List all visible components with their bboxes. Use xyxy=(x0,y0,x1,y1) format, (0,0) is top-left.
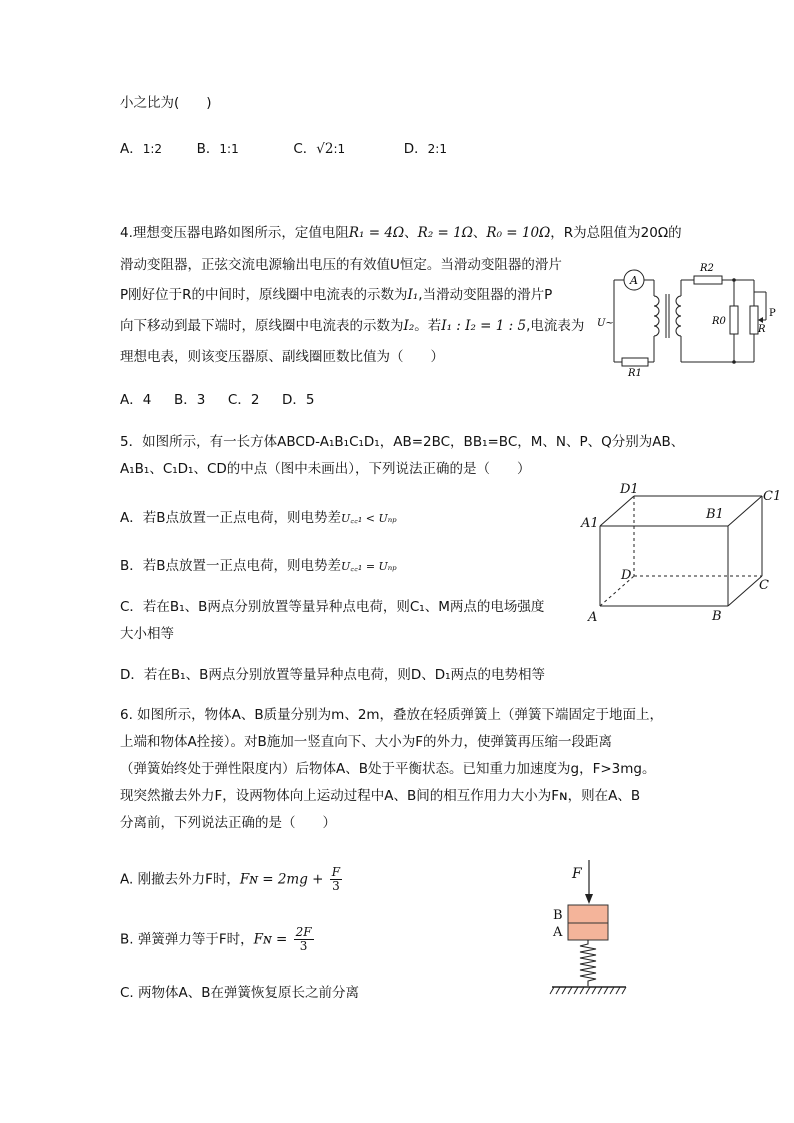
q6-option-a xyxy=(120,866,342,900)
q5-option-c-line1: C．若在B₁、B两点分别放置等量异种点电荷，则C₁、M两点的电场强度 xyxy=(120,599,545,615)
q6-line2: 上端和物体A拴接）。对B施加一竖直向下、大小为F的外力，使弹簧再压缩一段距离 xyxy=(120,734,613,750)
q5-cuboid-diagram xyxy=(578,478,784,628)
q3-option-c-label: C． xyxy=(293,141,317,157)
q6-option-a-denominator: 3 xyxy=(332,879,340,893)
q6-option-a-text: A. 刚撤去外力F时， xyxy=(120,871,240,888)
q5-line1: 5．如图所示，有一长方体ABCD-A₁B₁C₁D₁，AB=2BC，BB₁=BC，M、N、P、Q分别为AB、 xyxy=(120,434,685,450)
q6-option-b-lhs: Fɴ = xyxy=(253,931,288,948)
q3-option-d-value: 2:1 xyxy=(427,142,447,156)
block-a-label: A xyxy=(553,925,563,940)
ammeter-label: A xyxy=(630,274,638,287)
q5-option-a-text: A．若B点放置一正点电荷，则电势差 xyxy=(120,510,341,526)
ground-hatch-icon xyxy=(550,987,626,994)
q3-option-b-value: 1:1 xyxy=(219,142,239,156)
q4-line3-tail: ,当滑动变阻器的滑片P xyxy=(418,287,553,303)
block-b-label: B xyxy=(553,908,563,923)
vertex-a: A xyxy=(588,610,598,625)
q4-ratio: I₁ : I₂ = 1 : 5 xyxy=(441,318,527,334)
source-label: U~ xyxy=(597,318,614,329)
slider-label: P xyxy=(769,308,776,319)
block-b xyxy=(568,905,608,923)
q4-option-d-label: D． xyxy=(282,392,306,408)
q6-line5: 分离前，下列说法正确的是（ ） xyxy=(120,815,336,831)
q3-option-c-suffix: :1 xyxy=(333,142,346,156)
vertex-b1: B1 xyxy=(706,507,724,522)
spring-icon xyxy=(580,940,596,986)
q4-line2: 滑动变阻器，正弦交流电源输出电压的有效值U恒定。当滑动变阻器的滑片 xyxy=(120,257,562,273)
vertex-c1: C1 xyxy=(763,489,782,504)
q4-options xyxy=(120,391,315,409)
q6-option-c: C. 两物体A、B在弹簧恢复原长之前分离 xyxy=(120,985,360,1001)
q4-r2-value: R₂ = 1Ω xyxy=(417,225,473,241)
q6-line4: 现突然撤去外力F，设两物体向上运动过程中A、B间的相互作用力大小为Fɴ，则在A、B xyxy=(120,788,641,804)
vertex-a1: A1 xyxy=(581,516,599,531)
q5-option-d: D．若在B₁、B两点分别放置等量异种点电荷，则D、D₁两点的电势相等 xyxy=(120,667,546,683)
q6-option-b-text: B. 弹簧弹力等于F时， xyxy=(120,931,254,948)
q4-circuit-diagram xyxy=(594,258,780,380)
r-label: R xyxy=(758,324,766,335)
vertex-d: D xyxy=(621,568,632,583)
vertex-c: C xyxy=(759,578,769,593)
q4-option-b-value: 3 xyxy=(196,392,206,408)
q3-option-b-label: B． xyxy=(196,141,220,157)
q4-line3 xyxy=(120,286,552,304)
q6-option-b xyxy=(120,926,314,960)
q6-line3: （弹簧始终处于弹性限度内）后物体A、B处于平衡状态。已知重力加速度为g，F>3mg。 xyxy=(120,761,656,777)
q4-option-d-value: 5 xyxy=(305,392,315,408)
q4-i2: I₂ xyxy=(403,318,415,334)
q4-line4-mid: 。若 xyxy=(414,318,442,334)
q4-sep2: 、 xyxy=(472,225,487,241)
q4-r1-value: R₁ = 4Ω xyxy=(348,225,405,241)
block-a xyxy=(568,923,608,940)
r2-resistor-icon xyxy=(694,276,722,284)
q6-option-a-numerator: F xyxy=(331,865,341,879)
q3-stem-tail: 小之比为( ) xyxy=(120,95,212,111)
q4-sep1: 、 xyxy=(404,225,418,241)
q4-line1-text: 4.理想变压器电路如图所示，定值电阻 xyxy=(120,225,349,241)
q6-option-a-fraction xyxy=(330,866,342,893)
q4-line3-text: P刚好位于R的中间时，原线圈中电流表的示数为 xyxy=(120,287,408,303)
q4-line4-tail: ,电流表为 xyxy=(526,318,585,334)
r1-resistor-icon xyxy=(622,358,648,366)
q3-option-a-label: A． xyxy=(120,141,143,157)
q6-option-a-lhs: Fɴ = 2mg + xyxy=(239,871,324,888)
q4-line1 xyxy=(120,224,682,242)
q4-option-a-label: A． xyxy=(120,392,143,408)
q4-line5: 理想电表，则该变压器原、副线圈匝数比值为（ ） xyxy=(120,349,444,365)
q4-line1-tail: ，R为总阻值为20Ω的 xyxy=(550,225,682,241)
secondary-coil-icon xyxy=(676,296,681,336)
q5-option-b-math: U꜀꜀₁ = Uₙₚ xyxy=(341,560,397,573)
vertex-d1: D1 xyxy=(620,482,639,497)
q4-option-b-label: B． xyxy=(173,392,197,408)
primary-coil-icon xyxy=(654,296,659,336)
q5-option-c-line2: 大小相等 xyxy=(120,626,174,642)
r0-resistor-icon xyxy=(730,306,738,334)
force-arrow-icon xyxy=(585,894,593,904)
q6-option-b-denominator: 3 xyxy=(299,939,308,953)
q4-option-c-value: 2 xyxy=(250,392,260,408)
vertex-b: B xyxy=(712,609,722,624)
rheostat-icon xyxy=(750,306,758,334)
q5-option-b xyxy=(120,557,397,576)
q4-line4 xyxy=(120,317,584,335)
q6-spring-diagram xyxy=(540,856,640,998)
q4-r0-value: R₀ = 10Ω xyxy=(486,225,551,241)
r1-label: R1 xyxy=(628,368,642,379)
q4-line4-text: 向下移动到最下端时，原线圈中电流表的示数为 xyxy=(120,318,404,334)
r2-label: R2 xyxy=(700,263,714,274)
q5-option-a xyxy=(120,509,397,528)
q4-i1: I₁ xyxy=(407,287,419,303)
r0-label: R0 xyxy=(712,316,726,327)
q3-option-d-label: D． xyxy=(403,141,428,157)
q5-line2: A₁B₁、C₁D₁、CD的中点（图中未画出），下列说法正确的是（ ） xyxy=(120,461,531,477)
q5-option-a-math: U꜀꜀₁ < Uₙₚ xyxy=(341,512,397,525)
slider-arrow-icon xyxy=(758,317,763,323)
q6-option-b-fraction xyxy=(294,926,314,953)
q3-options xyxy=(120,140,447,158)
q3-option-a-value: 1:2 xyxy=(142,142,163,156)
force-label: F xyxy=(572,866,582,882)
q5-option-b-text: B．若B点放置一正点电荷，则电势差 xyxy=(120,558,342,574)
q4-option-c-label: C． xyxy=(227,392,251,408)
q6-option-b-numerator: 2F xyxy=(295,925,312,939)
q3-option-c-sqrt: √2 xyxy=(316,141,334,157)
q4-option-a-value: 4 xyxy=(142,392,152,408)
q6-line1: 6. 如图所示，物体A、B质量分别为m、2m，叠放在轻质弹簧上（弹簧下端固定于地面上， xyxy=(120,707,664,723)
